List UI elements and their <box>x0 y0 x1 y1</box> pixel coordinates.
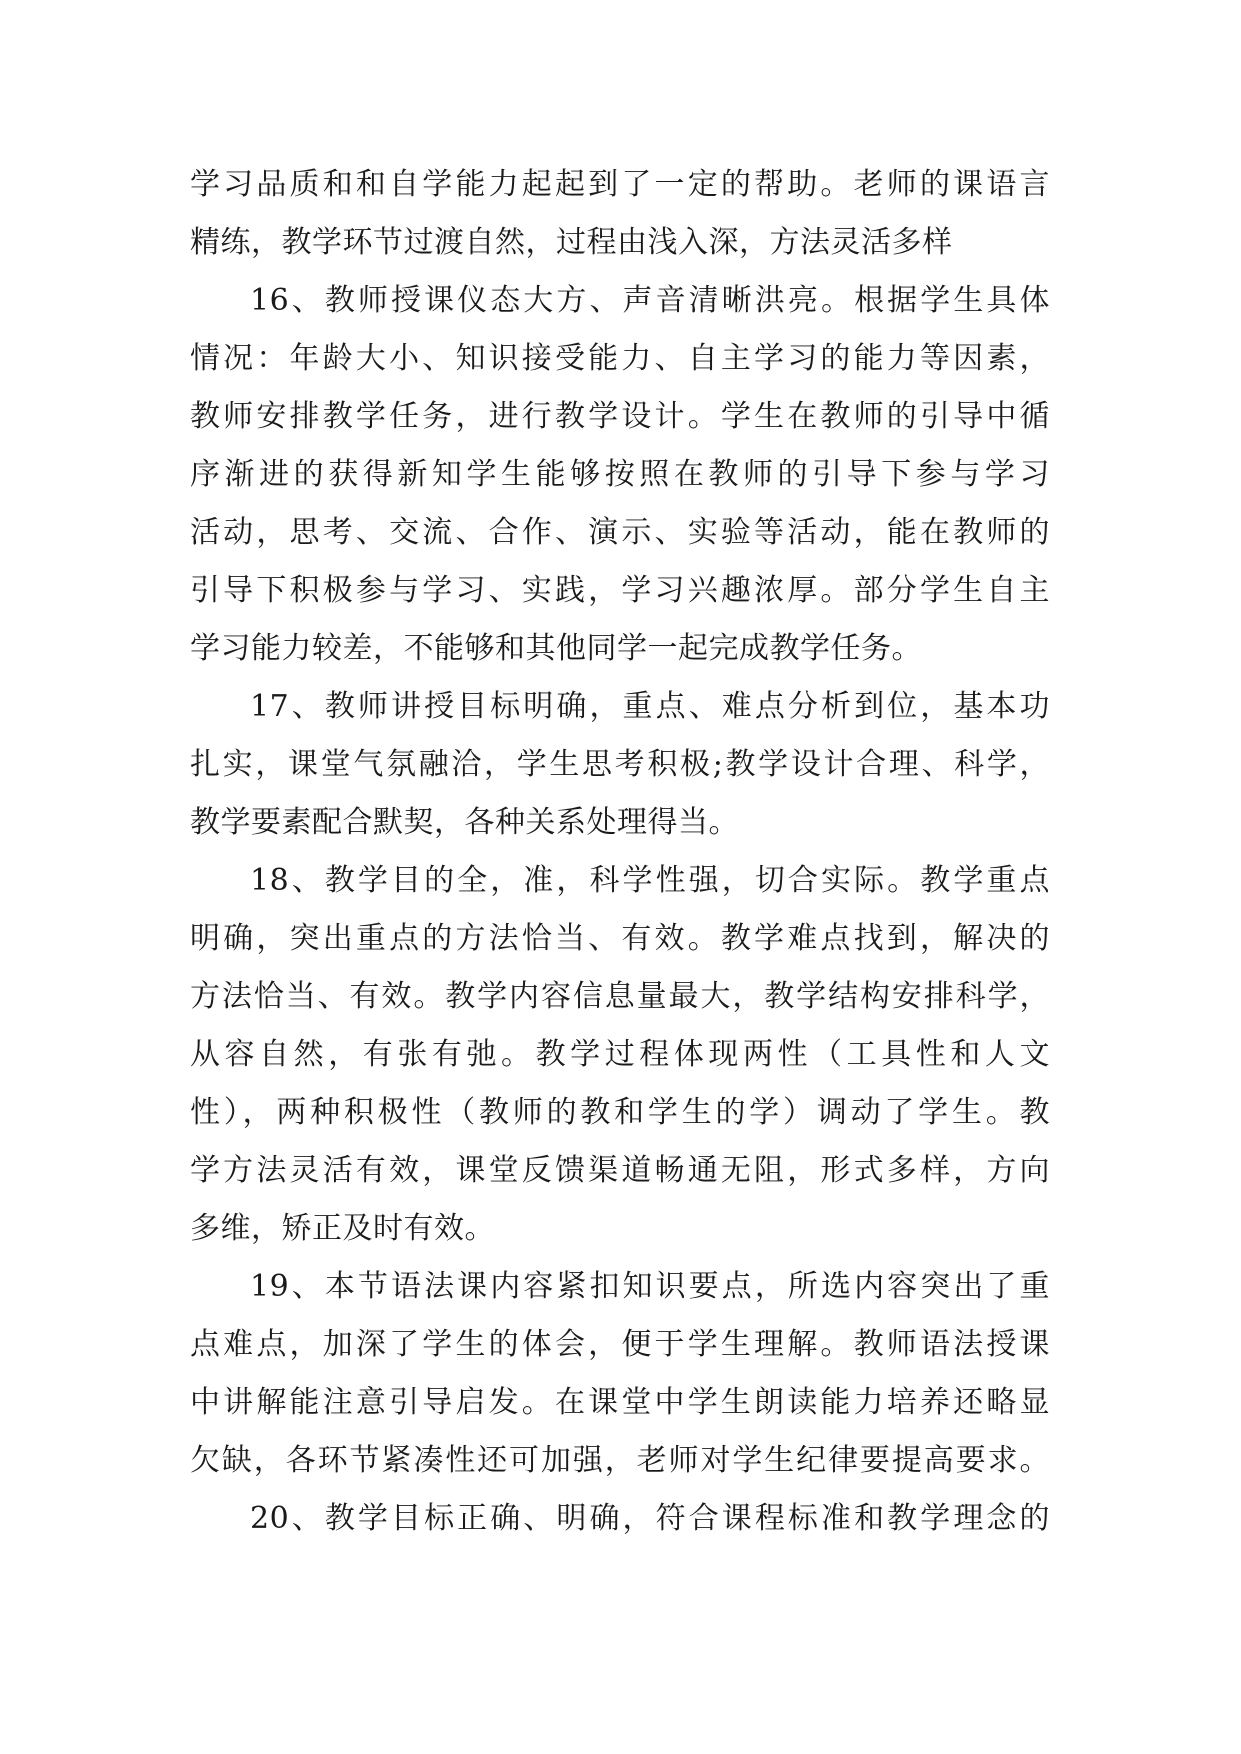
paragraph-19 <box>190 1258 1050 1490</box>
text-line: 学方法灵活有效，课堂反馈渠道畅通无阻，形式多样，方向 <box>190 1153 1050 1188</box>
paragraph-16 <box>190 272 1050 678</box>
text-line: 性），两种积极性（教师的教和学生的学）调动了学生。教 <box>190 1095 1050 1130</box>
text-line: 中讲解能注意引导启发。在课堂中学生朗读能力培养还略显 <box>190 1385 1050 1420</box>
text-line: 欠缺，各环节紧凑性还可加强，老师对学生纪律要提高要求。 <box>190 1443 1050 1478</box>
document-page <box>190 156 1050 1548</box>
text-line: 点难点，加深了学生的体会，便于学生理解。教师语法授课 <box>190 1327 1050 1362</box>
text-line: 方法恰当、有效。教学内容信息量最大，教学结构安排科学， <box>190 979 1050 1014</box>
text-line: 活动，思考、交流、合作、演示、实验等活动，能在教师的 <box>190 515 1050 550</box>
paragraph-continued <box>190 156 1050 272</box>
text-line: 学习品质和和自学能力起起到了一定的帮助。老师的课语言 <box>190 167 1050 202</box>
text-line: 精练，教学环节过渡自然，过程由浅入深，方法灵活多样 <box>190 225 953 260</box>
text-line: 20、教学目标正确、明确，符合课程标准和教学理念的 <box>250 1501 1050 1536</box>
text-line: 学习能力较差，不能够和其他同学一起完成教学任务。 <box>190 631 922 666</box>
paragraph-17 <box>190 678 1050 852</box>
text-line: 教师安排教学任务，进行教学设计。学生在教师的引导中循 <box>190 399 1050 434</box>
text-line: 引导下积极参与学习、实践，学习兴趣浓厚。部分学生自主 <box>190 573 1050 608</box>
text-line: 多维，矫正及时有效。 <box>190 1211 495 1246</box>
text-line: 16、教师授课仪态大方、声音清晰洪亮。根据学生具体 <box>250 283 1050 318</box>
paragraph-18 <box>190 852 1050 1258</box>
text-line: 情况：年龄大小、知识接受能力、自主学习的能力等因素， <box>190 341 1050 376</box>
text-line: 序渐进的获得新知学生能够按照在教师的引导下参与学习 <box>190 457 1050 492</box>
text-line: 17、教师讲授目标明确，重点、难点分析到位，基本功 <box>250 689 1050 724</box>
text-line: 18、教学目的全，准，科学性强，切合实际。教学重点 <box>250 863 1050 898</box>
text-line: 19、本节语法课内容紧扣知识要点，所选内容突出了重 <box>250 1269 1050 1304</box>
paragraph-20 <box>190 1490 1050 1548</box>
text-line: 教学要素配合默契，各种关系处理得当。 <box>190 805 739 840</box>
text-line: 明确，突出重点的方法恰当、有效。教学难点找到，解决的 <box>190 921 1050 956</box>
text-line: 扎实，课堂气氛融洽，学生思考积极;教学设计合理、科学， <box>190 747 1050 782</box>
text-line: 从容自然，有张有弛。教学过程体现两性（工具性和人文 <box>190 1037 1050 1072</box>
